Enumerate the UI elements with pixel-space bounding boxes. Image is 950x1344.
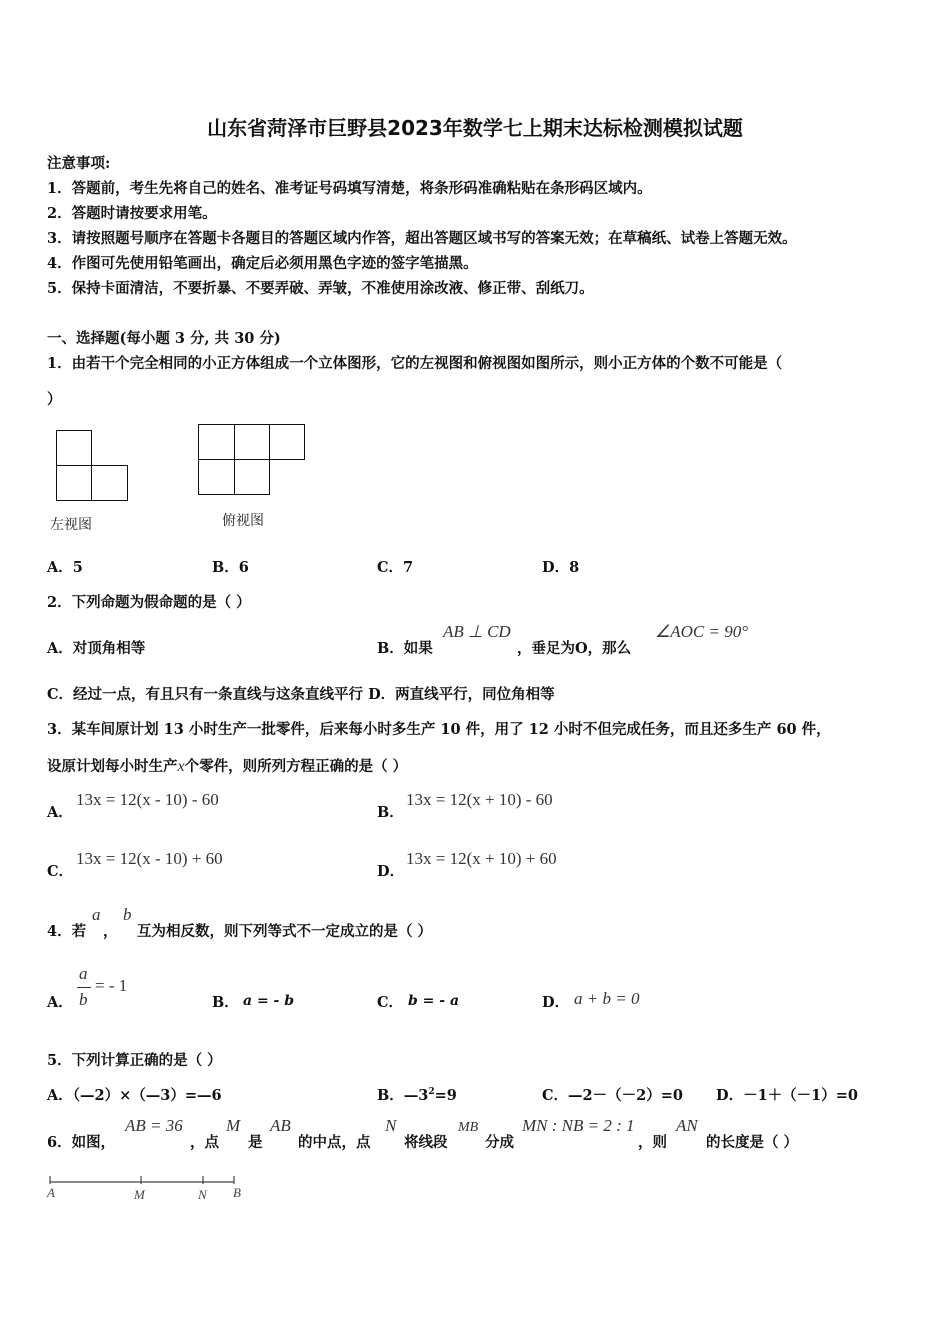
q1-option-d: D．8 (542, 559, 580, 576)
point-label-a: A (47, 1185, 55, 1200)
q1-stem: 1．由若干个完全相同的小正方体组成一个立体图形，它的左视图和俯视图如图所示，则小正方体的个数不可能是（ (47, 355, 783, 372)
point-label-m: M (134, 1187, 145, 1202)
q3-option-d-eq: 13x = 12(x + 10) + 60 (406, 849, 557, 868)
q3-option-a-eq: 13x = 12(x - 10) - 60 (76, 790, 219, 809)
q2-options-cd: C．经过一点，有且只有一条直线与这条直线平行 D．两直线平行，同位角相等 (47, 686, 555, 703)
q4-stem-pre: 4．若 (47, 923, 87, 940)
q6-text: 的中点，点 (298, 1134, 371, 1151)
q6-math-n: N (385, 1116, 397, 1135)
q2-option-a: A．对顶角相等 (47, 640, 146, 657)
q2-option-b-mid: ，垂足为O，那么 (517, 640, 632, 657)
q5-option-b: B．$—3^2=9$ (377, 1087, 457, 1104)
q1-stem-end: ） (47, 391, 62, 408)
q6-pre: 6．如图， (47, 1134, 116, 1151)
q4-option-a-label: A． (47, 994, 73, 1011)
q6-math-m: M (226, 1116, 241, 1135)
section-heading: 一、选择题(每小题 3 分, 共 30 分) (47, 330, 281, 347)
q6-text: ，点 (190, 1134, 219, 1151)
q3-option-c-eq: 13x = 12(x - 10) + 60 (76, 849, 223, 868)
notice-item: 2．答题时请按要求用笔。 (47, 205, 217, 222)
q4-option-b-label: B． (212, 994, 239, 1011)
segment-figure (44, 1170, 254, 1206)
notice-item: 4．作图可先使用铅笔画出，确定后必须用黑色字迹的签字笔描黑。 (47, 255, 478, 272)
q1-option-a: A．5 (47, 559, 83, 576)
q3-stem-2: 设原计划每小时生产x个零件，则所列方程正确的是（ ） (47, 758, 408, 775)
q5-option-c: C．—2－（－2）=0 (542, 1087, 683, 1104)
q4-option-c: b = - a (408, 993, 460, 1009)
q2-math-angle: ∠AOC = 90° (655, 622, 749, 641)
q4-option-d: a + b = 0 (574, 989, 640, 1008)
q4-option-d-label: D． (542, 994, 570, 1011)
q6-math-mb: MB (458, 1120, 479, 1135)
q4-option-c-label: C． (377, 994, 404, 1011)
q4-sep: ， (103, 923, 118, 940)
notice-heading: 注意事项: (47, 155, 111, 172)
point-label-n: N (198, 1187, 207, 1202)
q4-frac-den: b (79, 990, 88, 1009)
q5-stem: 5．下列计算正确的是（ ） (47, 1052, 222, 1069)
q5-option-d: D．－1＋（－1）=0 (716, 1087, 858, 1104)
q2-option-b-label: B．如果 (377, 640, 433, 657)
q3-option-b-eq: 13x = 12(x + 10) - 60 (406, 790, 553, 809)
q6-math-ab2: AB (270, 1116, 291, 1135)
q1-option-c: C．7 (377, 559, 414, 576)
notice-item: 5．保持卡面清洁，不要折暴、不要弄破、弄皱，不准使用涂改液、修正带、刮纸刀。 (47, 280, 594, 297)
q3-option-c-label: C． (47, 863, 74, 880)
q6-math-ratio: MN : NB = 2 : 1 (522, 1116, 635, 1135)
fraction-bar (77, 987, 91, 988)
q6-text-end: 的长度是（ ） (706, 1134, 799, 1151)
point-label-b: B (233, 1185, 241, 1200)
q6-text: 分成 (485, 1134, 514, 1151)
q3-option-a-label: A． (47, 804, 73, 821)
top-view-caption: 俯视图 (222, 513, 264, 529)
q4-stem-post: 互为相反数，则下列等式不一定成立的是（ ） (137, 923, 433, 940)
q3-stem: 3．某车间原计划 13 小时生产一批零件，后来每小时多生产 10 件，用了 12 小时不但完成任务，而且还多生产 60 件， (47, 721, 831, 738)
page-title: 山东省菏泽市巨野县2023年数学七上期末达标检测模拟试题 (207, 116, 743, 140)
q4-option-a-rhs: = - 1 (95, 976, 128, 995)
q6-text: ，则 (638, 1134, 667, 1151)
q1-option-b: B．6 (212, 559, 249, 576)
q6-text: 是 (248, 1134, 263, 1151)
q4-frac-num: a (79, 964, 88, 983)
left-view-caption: 左视图 (50, 517, 92, 533)
q6-text: 将线段 (404, 1134, 448, 1151)
q5-option-a: A．（—2）×（—3）=—6 (47, 1087, 222, 1104)
q2-math-perp: AB ⊥ CD (443, 622, 511, 641)
q4-var-b: b (123, 905, 132, 924)
notice-item: 3．请按照题号顺序在答题卡各题目的答题区域内作答，超出答题区域书写的答案无效；在草稿纸、试卷上答题无效。 (47, 230, 797, 247)
q6-math-an: AN (676, 1116, 698, 1135)
q4-option-b: a = - b (243, 993, 295, 1009)
q6-math-ab: AB = 36 (125, 1116, 183, 1135)
notice-item: 1．答题前，考生先将自己的姓名、准考证号码填写清楚，将条形码准确粘贴在条形码区域内。 (47, 180, 652, 197)
q3-option-b-label: B． (377, 804, 404, 821)
q3-option-d-label: D． (377, 863, 405, 880)
q2-stem: 2．下列命题为假命题的是（ ） (47, 594, 251, 611)
q4-var-a: a (92, 905, 101, 924)
